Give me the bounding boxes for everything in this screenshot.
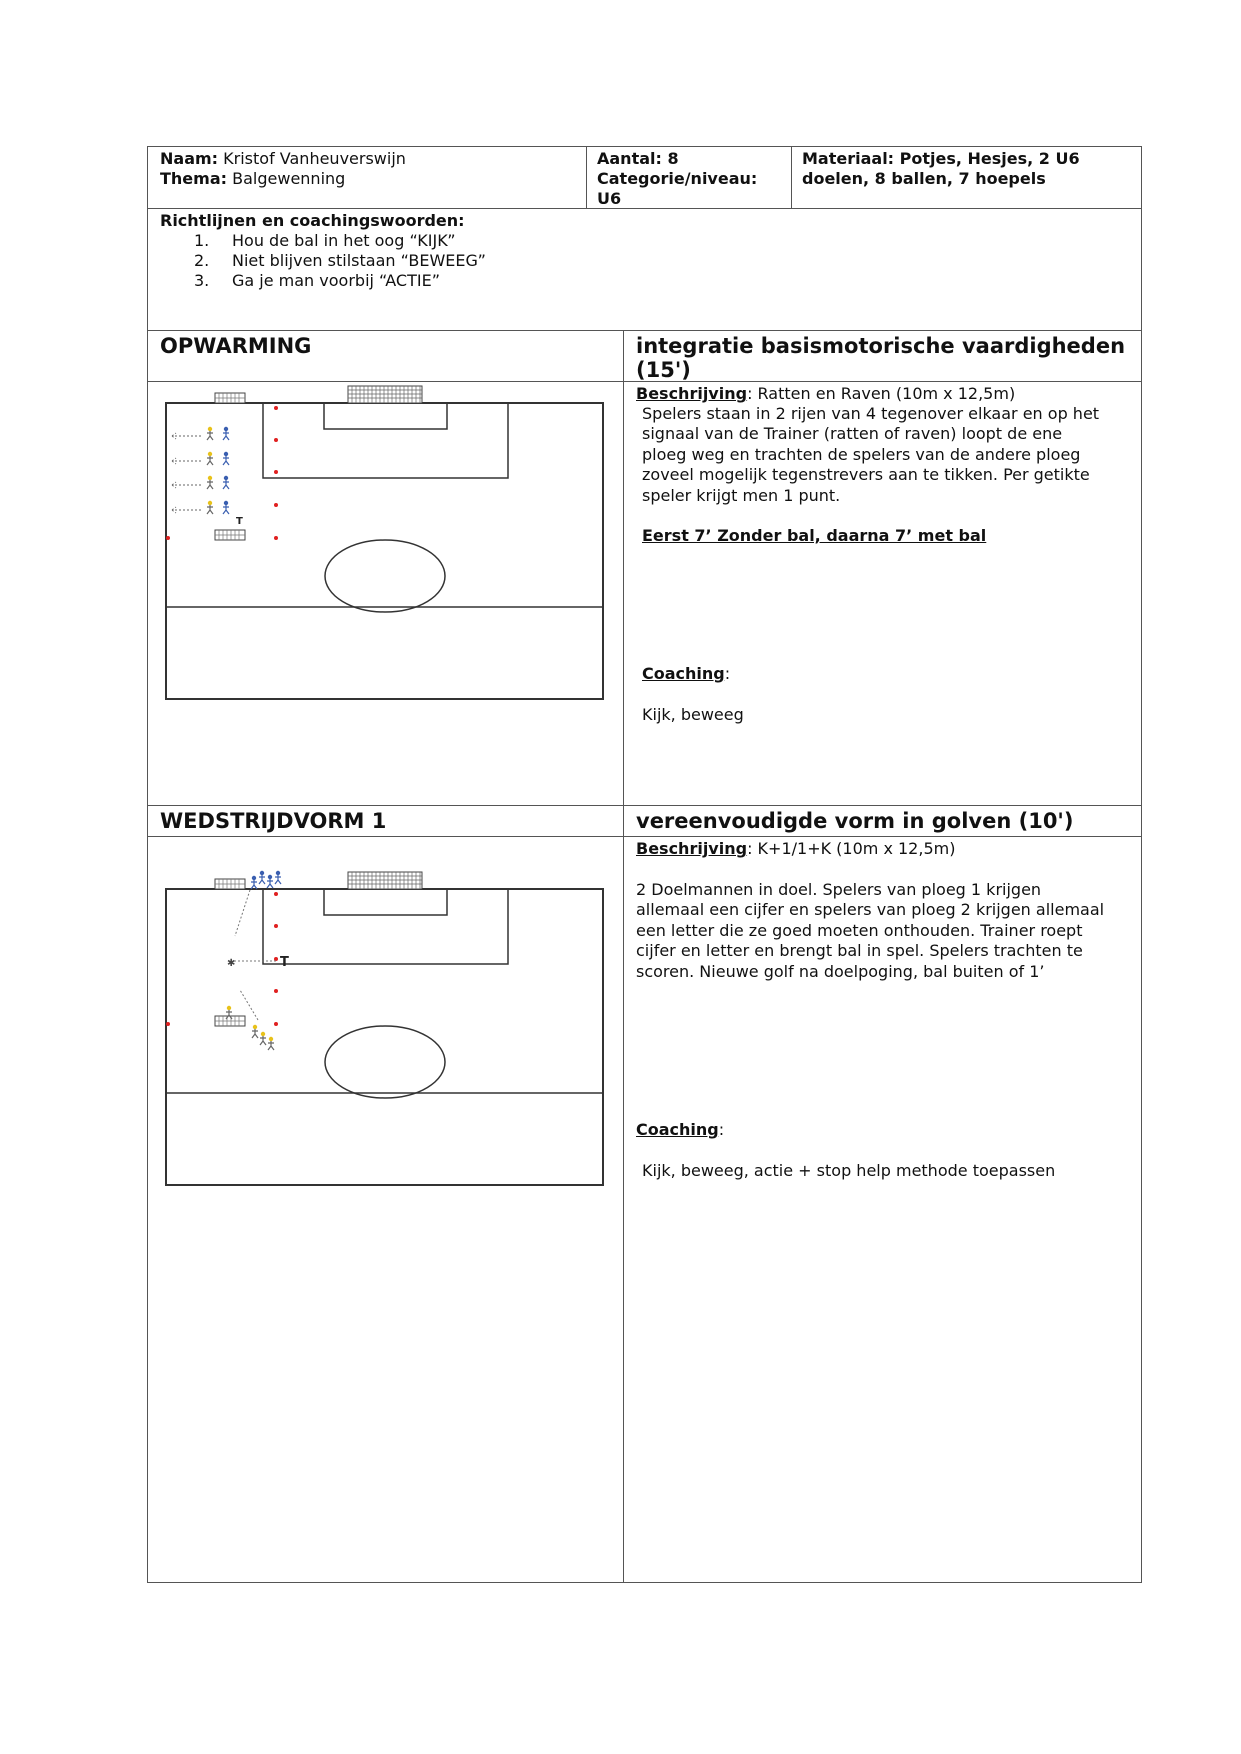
material-line-1: Materiaal: Potjes, Hesjes, 2 U6 [802,149,1080,168]
goal-area [324,403,447,429]
small-goal-icon [215,1016,245,1026]
section2-coaching-head [636,1120,724,1140]
description-line: een letter die ze goed moeten onthouden. Trainer roept [636,920,1083,940]
description-line: scoren. Nieuwe golf na doelpoging, bal buiten of 1’ [636,961,1045,981]
section2-description [636,880,1104,982]
description-line: speler krijgt men 1 punt. [642,485,841,505]
guideline-number: 1. [194,231,210,250]
coaching-colon: : [718,1120,725,1139]
pitch-outline [166,403,603,699]
cone-markers [166,406,278,540]
section1-subtitle-line-2: (15') [636,358,691,382]
guideline-number: 3. [194,271,210,290]
goal-net-icon [348,872,422,889]
guideline-item [194,271,440,291]
guideline-number: 2. [194,251,210,270]
penalty-area [263,403,508,478]
goal-net-icon [348,386,422,403]
description-line: 2 Doelmannen in doel. Spelers van ploeg 1 krijgen [636,880,1042,899]
guideline-item [194,251,486,271]
coaching-colon: : [724,664,731,683]
section1-coaching-text: Kijk, beweeg [642,705,744,724]
description-line: cijfer en letter en brengt bal in spel. Spelers trachten te [636,941,1083,961]
section1-description-head [636,384,1015,404]
header-col-divider-2 [791,146,792,208]
section2-pitch-diagram [155,864,625,1194]
section2-subtitle: vereenvoudigde vorm in golven (10') [636,809,1074,833]
guideline-text: Niet blijven stilstaan “BEWEEG” [232,251,486,270]
run-arrows [231,890,276,1020]
guidelines-divider [147,330,1142,331]
small-goal-icon [215,393,245,403]
section1-emphasis: Eerst 7’ Zonder bal, daarna 7’ met bal [642,526,987,545]
section2-description-label: Beschrijving [636,839,748,858]
section2-description-head [636,839,955,859]
ball-icon: ✱ [227,958,236,969]
guideline-item [194,231,456,251]
trainer-marker: T [236,516,243,527]
count-line [597,149,679,169]
theme-line [160,169,345,189]
center-circle [325,540,445,612]
theme-value: Balgewenning [232,169,346,188]
section2-coaching-text: Kijk, beweeg, actie + stop help methode toepassen [642,1161,1056,1180]
goal-area [324,889,447,915]
section2-coaching-label: Coaching [636,1120,719,1139]
header-divider [147,208,1142,209]
small-goal-icon [215,879,245,889]
theme-label: Thema: [160,169,228,188]
pitch-outline [166,889,603,1185]
section1-description-title: : Ratten en Raven (10m x 12,5m) [747,384,1016,403]
section2-title: WEDSTRIJDVORM 1 [160,809,387,833]
count-label: Aantal: [597,149,662,168]
category-value: U6 [597,189,622,208]
header-col-divider-1 [586,146,587,208]
section1-description-label: Beschrijving [636,384,748,403]
section1-coaching-label: Coaching [642,664,725,683]
description-line: Spelers staan in 2 rijen van 4 tegenover elkaar en op het [642,404,1100,423]
player-group [172,433,201,513]
guideline-text: Hou de bal in het oog “KIJK” [232,231,456,250]
section1-subtitle-line-1: integratie basismotorische vaardigheden [636,334,1126,358]
description-line: allemaal een cijfer en spelers van ploeg 2 krijgen allemaal [636,900,1105,920]
description-line: signaal van de Trainer (ratten of raven) loopt de ene [642,424,1063,444]
section2-description-title: : K+1/1+K (10m x 12,5m) [747,839,956,858]
small-goal-icon [215,530,245,540]
penalty-area [263,889,508,964]
section2-title-divider [147,836,1142,837]
name-label: Naam: [160,149,219,168]
player-icons [207,427,229,514]
name-value: Kristof Vanheuverswijn [223,149,406,168]
material-line-2: doelen, 8 ballen, 7 hoepels [802,169,1046,188]
description-line: ploeg weg en trachten de spelers van de andere ploeg [642,444,1081,464]
section1-pitch-diagram [155,384,625,714]
section1-description [642,404,1099,506]
name-line [160,149,406,169]
trainer-marker: T [280,955,289,970]
center-circle [325,1026,445,1098]
description-line: zoveel mogelijk tegenstrevers aan te tikken. Per getikte [642,465,1090,485]
guidelines-title: Richtlijnen en coachingswoorden: [160,211,465,230]
category-label: Categorie/niveau: [597,169,758,188]
section1-title: OPWARMING [160,334,312,358]
section1-coaching-head [642,664,730,684]
section1-bottom-divider [147,805,1142,806]
cone-markers [166,892,278,1026]
count-value: 8 [667,149,679,168]
guideline-text: Ga je man voorbij “ACTIE” [232,271,440,290]
